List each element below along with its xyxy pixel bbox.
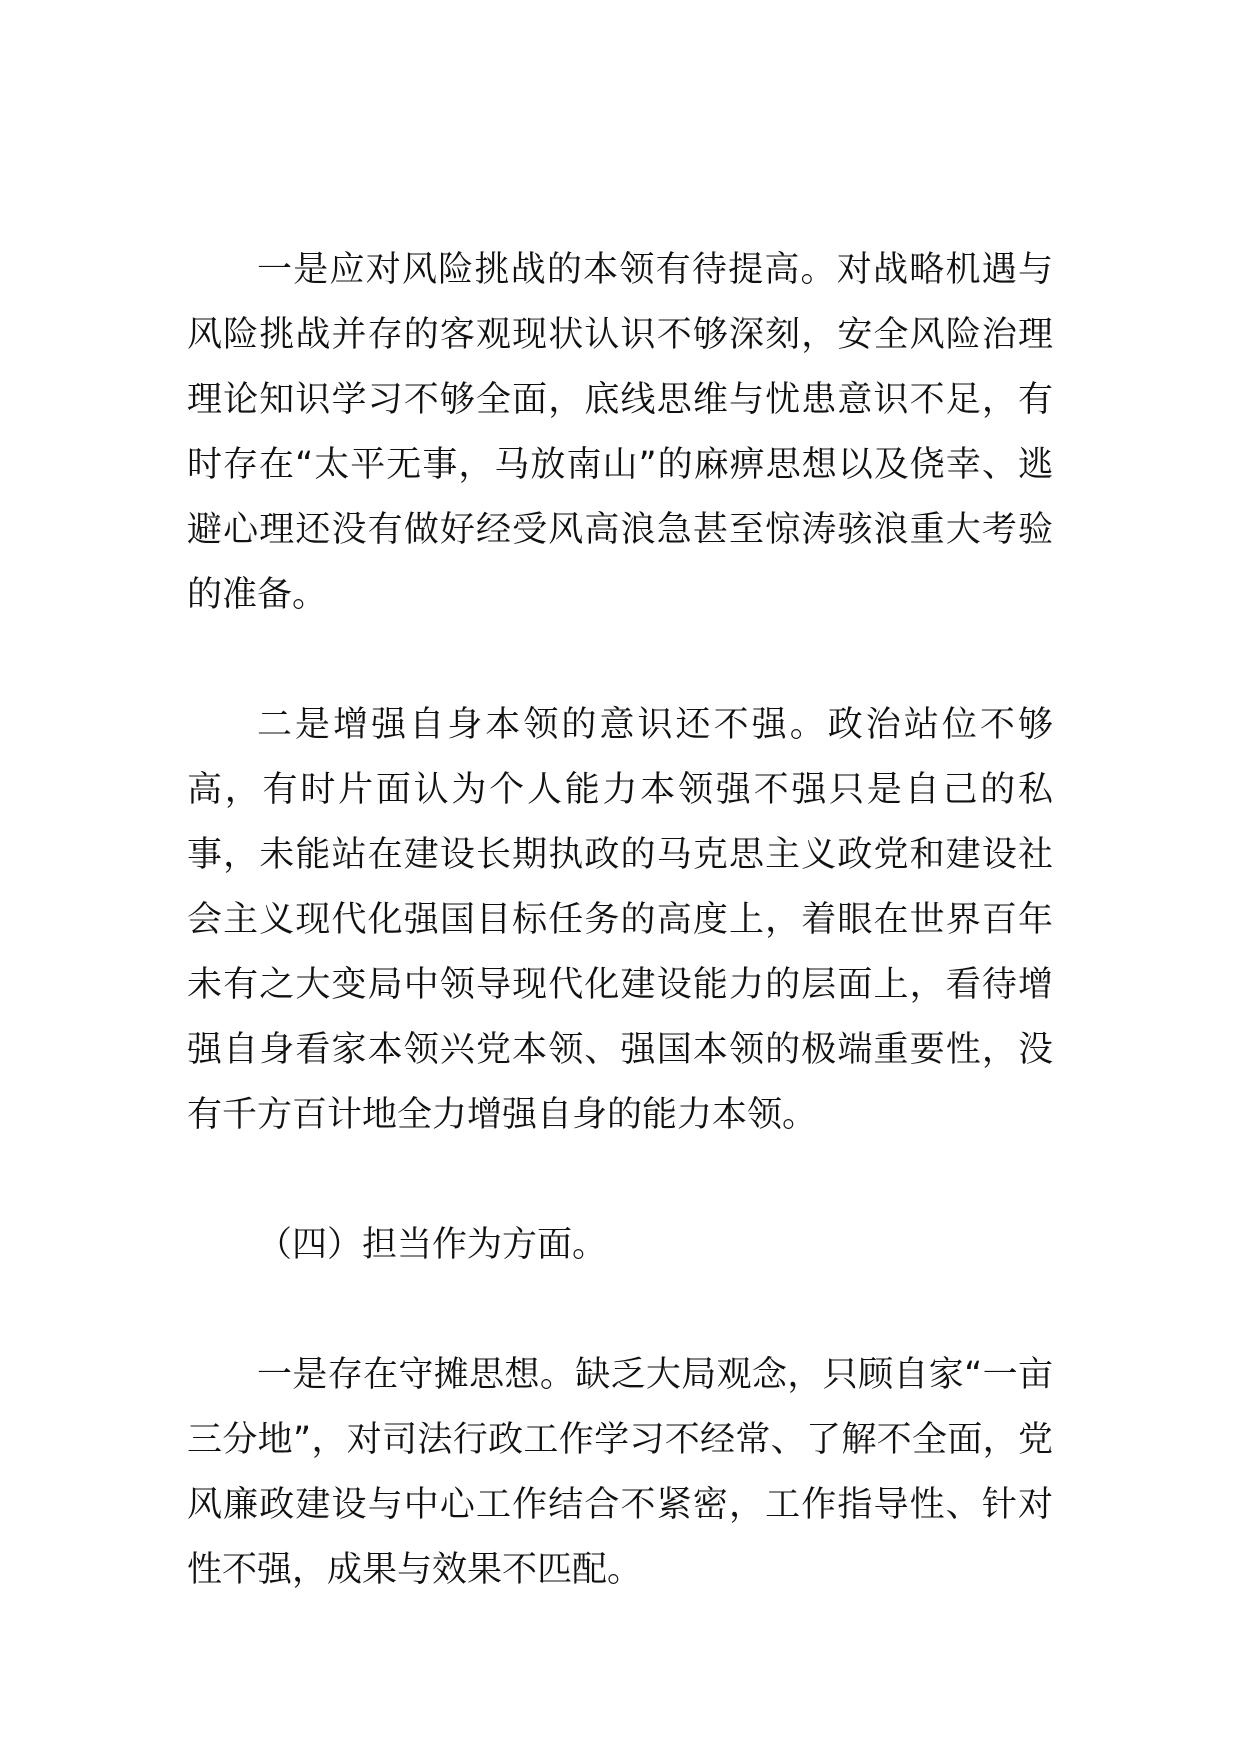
section-heading-responsibility: （四）担当作为方面。 <box>257 1225 608 1265</box>
paragraph-risk-challenge: 一是应对风险挑战的本领有待提高。对战略机遇与风险挑战并存的客观现状认识不够深刻，安全风险治理理论知识学习不够全面，底线思维与忧患意识不足，有时存在“太平无事，马放南山”的麻痹思想以及侥幸、逃避心理还没有做好经受风高浪急甚至惊涛骇浪重大考验的准备。 <box>187 250 1053 615</box>
paragraph-gap <box>187 1148 1053 1213</box>
document-body <box>187 238 1053 1603</box>
paragraph-gap <box>187 628 1053 693</box>
paragraph-self-ability: 二是增强自身本领的意识还不强。政治站位不够高，有时片面认为个人能力本领强不强只是自己的私事，未能站在建设长期执政的马克思主义政党和建设社会主义现代化强国目标任务的高度上，着眼在世界百年未有之大变局中领导现代化建设能力的层面上，看待增强自身看家本领兴党本领、强国本领的极端重要性，没有千方百计地全力增强自身的能力本领。 <box>187 705 1053 1135</box>
paragraph-gap <box>187 1278 1053 1343</box>
paragraph-conservative-thinking: 一是存在守摊思想。缺乏大局观念，只顾自家“一亩三分地”，对司法行政工作学习不经常、了解不全面，党风廉政建设与中心工作结合不紧密，工作指导性、针对性不强，成果与效果不匹配。 <box>187 1355 1053 1590</box>
